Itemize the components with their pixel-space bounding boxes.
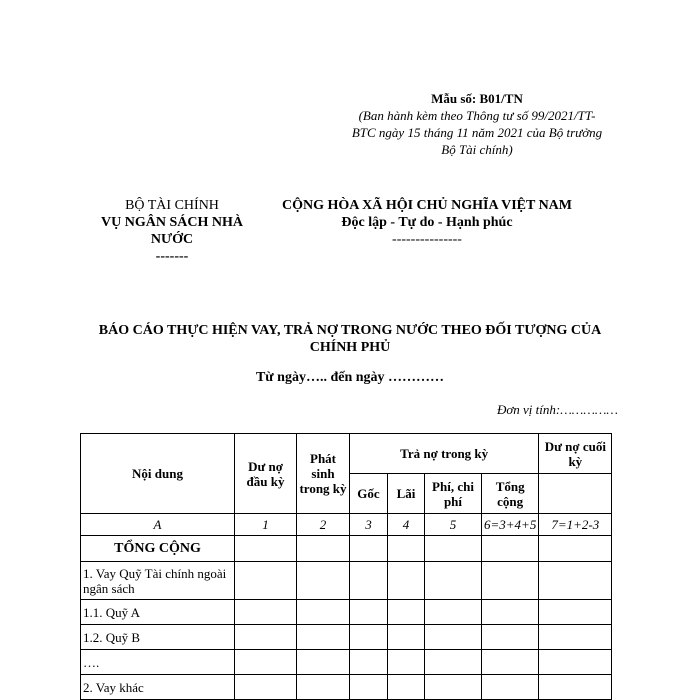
form-code-block (336, 90, 618, 158)
table-cell (350, 625, 388, 650)
table-cell (388, 625, 425, 650)
table-cell (297, 675, 350, 700)
table-cell (350, 675, 388, 700)
agency-separator: ------- (155, 249, 189, 264)
country-name: CỘNG HÒA XÃ HỘI CHỦ NGHĨA VIỆT NAM (281, 198, 572, 213)
table-cell (482, 536, 539, 562)
row-label: 1.1. Quỹ A (81, 600, 235, 625)
header-principal: Gốc (350, 474, 388, 514)
table-cell (425, 675, 482, 700)
table-cell (482, 600, 539, 625)
table-cell (235, 675, 297, 700)
table-cell (297, 600, 350, 625)
table-cell (425, 562, 482, 600)
table-cell (388, 675, 425, 700)
header-fees: Phí, chi phí (425, 474, 482, 514)
issuing-agency (92, 197, 252, 265)
table-cell (235, 625, 297, 650)
total-label: TỔNG CỘNG (81, 536, 235, 562)
row-label: 2. Vay khác (81, 675, 235, 700)
table-cell (297, 562, 350, 600)
row-label: …. (81, 650, 235, 675)
table-cell (350, 650, 388, 675)
table-cell (539, 562, 612, 600)
table-cell (235, 562, 297, 600)
header-total: Tổng cộng (482, 474, 539, 514)
header-content: Nội dung (81, 434, 235, 514)
national-header (268, 197, 586, 248)
table-cell (388, 600, 425, 625)
unit-of-measure: Đơn vị tính:…………… (496, 402, 618, 417)
header-interest: Lãi (388, 474, 425, 514)
index-cell: 4 (388, 514, 425, 536)
index-cell: 7=1+2-3 (539, 514, 612, 536)
table-cell (425, 650, 482, 675)
table-cell (425, 600, 482, 625)
table-row (81, 625, 612, 650)
report-title-line-1: BÁO CÁO THỰC HIỆN VAY, TRẢ NỢ TRONG NƯỚC THEO ĐỐI TƯỢNG CỦA (98, 323, 602, 338)
total-row (81, 536, 612, 562)
table-cell (425, 625, 482, 650)
index-cell: 6=3+4+5 (482, 514, 539, 536)
table-row (81, 675, 612, 700)
table-cell (235, 650, 297, 675)
table-cell (539, 536, 612, 562)
table-row (81, 650, 612, 675)
table-cell (297, 625, 350, 650)
table-cell (235, 536, 297, 562)
table-cell (482, 625, 539, 650)
header-row-1 (81, 434, 612, 474)
header-closing-empty (539, 474, 612, 514)
form-code: Mẫu số: B01/TN (431, 91, 523, 106)
table-cell (482, 675, 539, 700)
table-cell (350, 536, 388, 562)
form-note-line-3: Bộ Tài chính) (441, 142, 513, 157)
header-opening-balance: Dư nợ đầu kỳ (235, 434, 297, 514)
table-cell (539, 625, 612, 650)
table-row (81, 600, 612, 625)
department-name-line-2: NƯỚC (150, 232, 194, 247)
header-repayment: Trả nợ trong kỳ (350, 434, 539, 474)
table-cell (350, 562, 388, 600)
table-cell (350, 600, 388, 625)
table-cell (539, 650, 612, 675)
table-cell (388, 562, 425, 600)
form-note-line-2: BTC ngày 15 tháng 11 năm 2021 của Bộ trưởng (351, 125, 603, 140)
table-cell (297, 650, 350, 675)
row-label: 1. Vay Quỹ Tài chính ngoài ngân sách (81, 562, 235, 600)
row-label: 1.2. Quỹ B (81, 625, 235, 650)
motto-separator: --------------- (392, 232, 462, 247)
table-cell (235, 600, 297, 625)
department-name-line-1: VỤ NGÂN SÁCH NHÀ (101, 215, 243, 230)
national-motto: Độc lập - Tự do - Hạnh phúc (341, 215, 513, 230)
table-row (81, 562, 612, 600)
table-cell (388, 650, 425, 675)
table-cell (539, 600, 612, 625)
header-closing-balance: Dư nợ cuối kỳ (539, 434, 612, 474)
report-period: Từ ngày….. đến ngày ………… (255, 370, 445, 385)
header-arising: Phát sinh trong kỳ (297, 434, 350, 514)
table-cell (482, 562, 539, 600)
report-table (80, 433, 612, 700)
form-note-line-1: (Ban hành kèm theo Thông tư số 99/2021/TT- (358, 108, 596, 123)
index-cell: 3 (350, 514, 388, 536)
index-cell: A (81, 514, 235, 536)
index-cell: 1 (235, 514, 297, 536)
table-cell (425, 536, 482, 562)
index-cell: 2 (297, 514, 350, 536)
table-cell (388, 536, 425, 562)
index-cell: 5 (425, 514, 482, 536)
column-index-row (81, 514, 612, 536)
table-cell (539, 675, 612, 700)
report-title (90, 322, 610, 356)
table-cell (297, 536, 350, 562)
ministry-name: BỘ TÀI CHÍNH (125, 198, 219, 213)
table-cell (482, 650, 539, 675)
report-title-line-2: CHÍNH PHỦ (309, 340, 391, 355)
